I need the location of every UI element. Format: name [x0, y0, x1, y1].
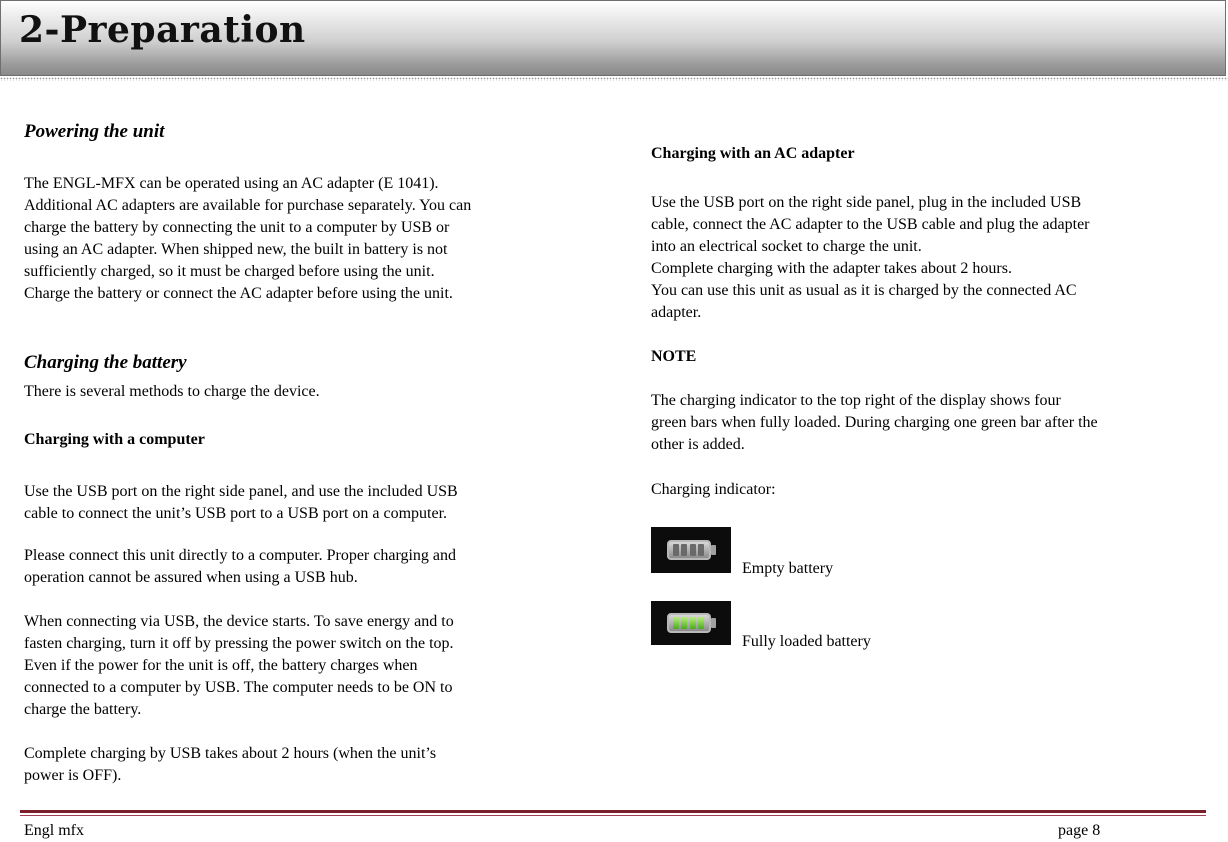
computer-line: connected to a computer by USB. The computer needs to be ON to	[24, 679, 453, 696]
computer-line: operation cannot be assured when using a USB hub.	[24, 569, 358, 586]
ac-heading: Charging with an AC adapter	[651, 145, 855, 162]
battery-bar	[690, 544, 696, 556]
computer-line: power is OFF).	[24, 767, 122, 784]
powering-line: using an AC adapter. When shipped new, the built in battery is not	[24, 241, 448, 258]
ac-line: Use the USB port on the right side panel, plug in the included USB	[651, 194, 1082, 211]
battery-bar	[673, 544, 679, 556]
footer-rule-thin	[20, 815, 1206, 816]
indicator-full-row	[651, 595, 871, 651]
powering-line: Charge the battery or connect the AC adapter before using the unit.	[24, 285, 453, 302]
footer-rule	[20, 810, 1206, 813]
note-heading: NOTE	[651, 348, 697, 365]
powering-paragraph	[24, 173, 584, 305]
computer-line: When connecting via USB, the device starts. To save energy and to	[24, 613, 454, 630]
computer-heading: Charging with a computer	[24, 431, 205, 448]
battery-bar	[681, 544, 687, 556]
computer-section	[24, 429, 584, 451]
chapter-banner	[0, 0, 1226, 76]
banner-dotted-rule	[0, 77, 1228, 81]
computer-line: cable to connect the unit’s USB port to a USB port on a computer.	[24, 505, 448, 522]
ac-line: into an electrical socket to charge the unit.	[651, 238, 922, 255]
powering-line: The ENGL-MFX can be operated using an AC adapter (E 1041).	[24, 175, 439, 192]
charging-heading: Charging the battery	[24, 352, 187, 373]
computer-line: fasten charging, turn it off by pressing the power switch on the top.	[24, 635, 454, 652]
computer-line: Even if the power for the unit is off, the battery charges when	[24, 657, 418, 674]
note-paragraph	[651, 390, 1211, 456]
battery-bar	[681, 617, 687, 629]
charging-intro: There is several methods to charge the device.	[24, 383, 320, 400]
note-section	[651, 346, 1211, 368]
battery-bar	[698, 617, 704, 629]
ac-line: cable, connect the AC adapter to the USB cable and plug the adapter	[651, 216, 1090, 233]
computer-line: Use the USB port on the right side panel, and use the included USB	[24, 483, 458, 500]
charging-section	[24, 352, 584, 374]
indicator-empty-row	[651, 522, 833, 578]
battery-bar	[690, 617, 696, 629]
battery-bar	[673, 617, 679, 629]
powering-line: charge the battery by connecting the unit to a computer by USB or	[24, 219, 450, 236]
computer-paragraph-3	[24, 611, 584, 721]
page-number: page 8	[1058, 822, 1101, 839]
powering-line: sufficiently charged, so it must be charged before using the unit.	[24, 263, 435, 280]
computer-line: Please connect this unit directly to a computer. Proper charging and	[24, 547, 457, 564]
computer-line: Complete charging by USB takes about 2 hours (when the unit’s	[24, 745, 437, 762]
powering-section	[24, 121, 584, 143]
powering-heading: Powering the unit	[24, 121, 165, 142]
note-line: other is added.	[651, 436, 745, 453]
ac-line: You can use this unit as usual as it is charged by the connected AC	[651, 282, 1077, 299]
indicator-label: Charging indicator:	[651, 481, 776, 498]
battery-bar	[698, 544, 704, 556]
indicator-empty-label: Empty battery	[742, 560, 834, 577]
computer-paragraph-1	[24, 481, 584, 525]
chapter-title: 2-Preparation	[19, 9, 306, 51]
ac-line: Complete charging with the adapter takes about 2 hours.	[651, 260, 1012, 277]
ac-line: adapter.	[651, 304, 702, 321]
note-line: green bars when fully loaded. During charging one green bar after the	[651, 414, 1098, 431]
computer-paragraph-4	[24, 743, 584, 787]
powering-line: Additional AC adapters are available for purchase separately. You can	[24, 197, 472, 214]
empty-battery-icon	[651, 527, 731, 573]
ac-paragraph	[651, 192, 1211, 324]
ac-section	[651, 143, 1211, 165]
full-battery-icon	[651, 601, 731, 645]
indicator-full-label: Fully loaded battery	[742, 633, 871, 650]
note-line: The charging indicator to the top right of the display shows four	[651, 392, 1061, 409]
computer-line: charge the battery.	[24, 701, 142, 718]
footer-doc-name: Engl mfx	[24, 822, 84, 839]
computer-paragraph-2	[24, 545, 584, 589]
